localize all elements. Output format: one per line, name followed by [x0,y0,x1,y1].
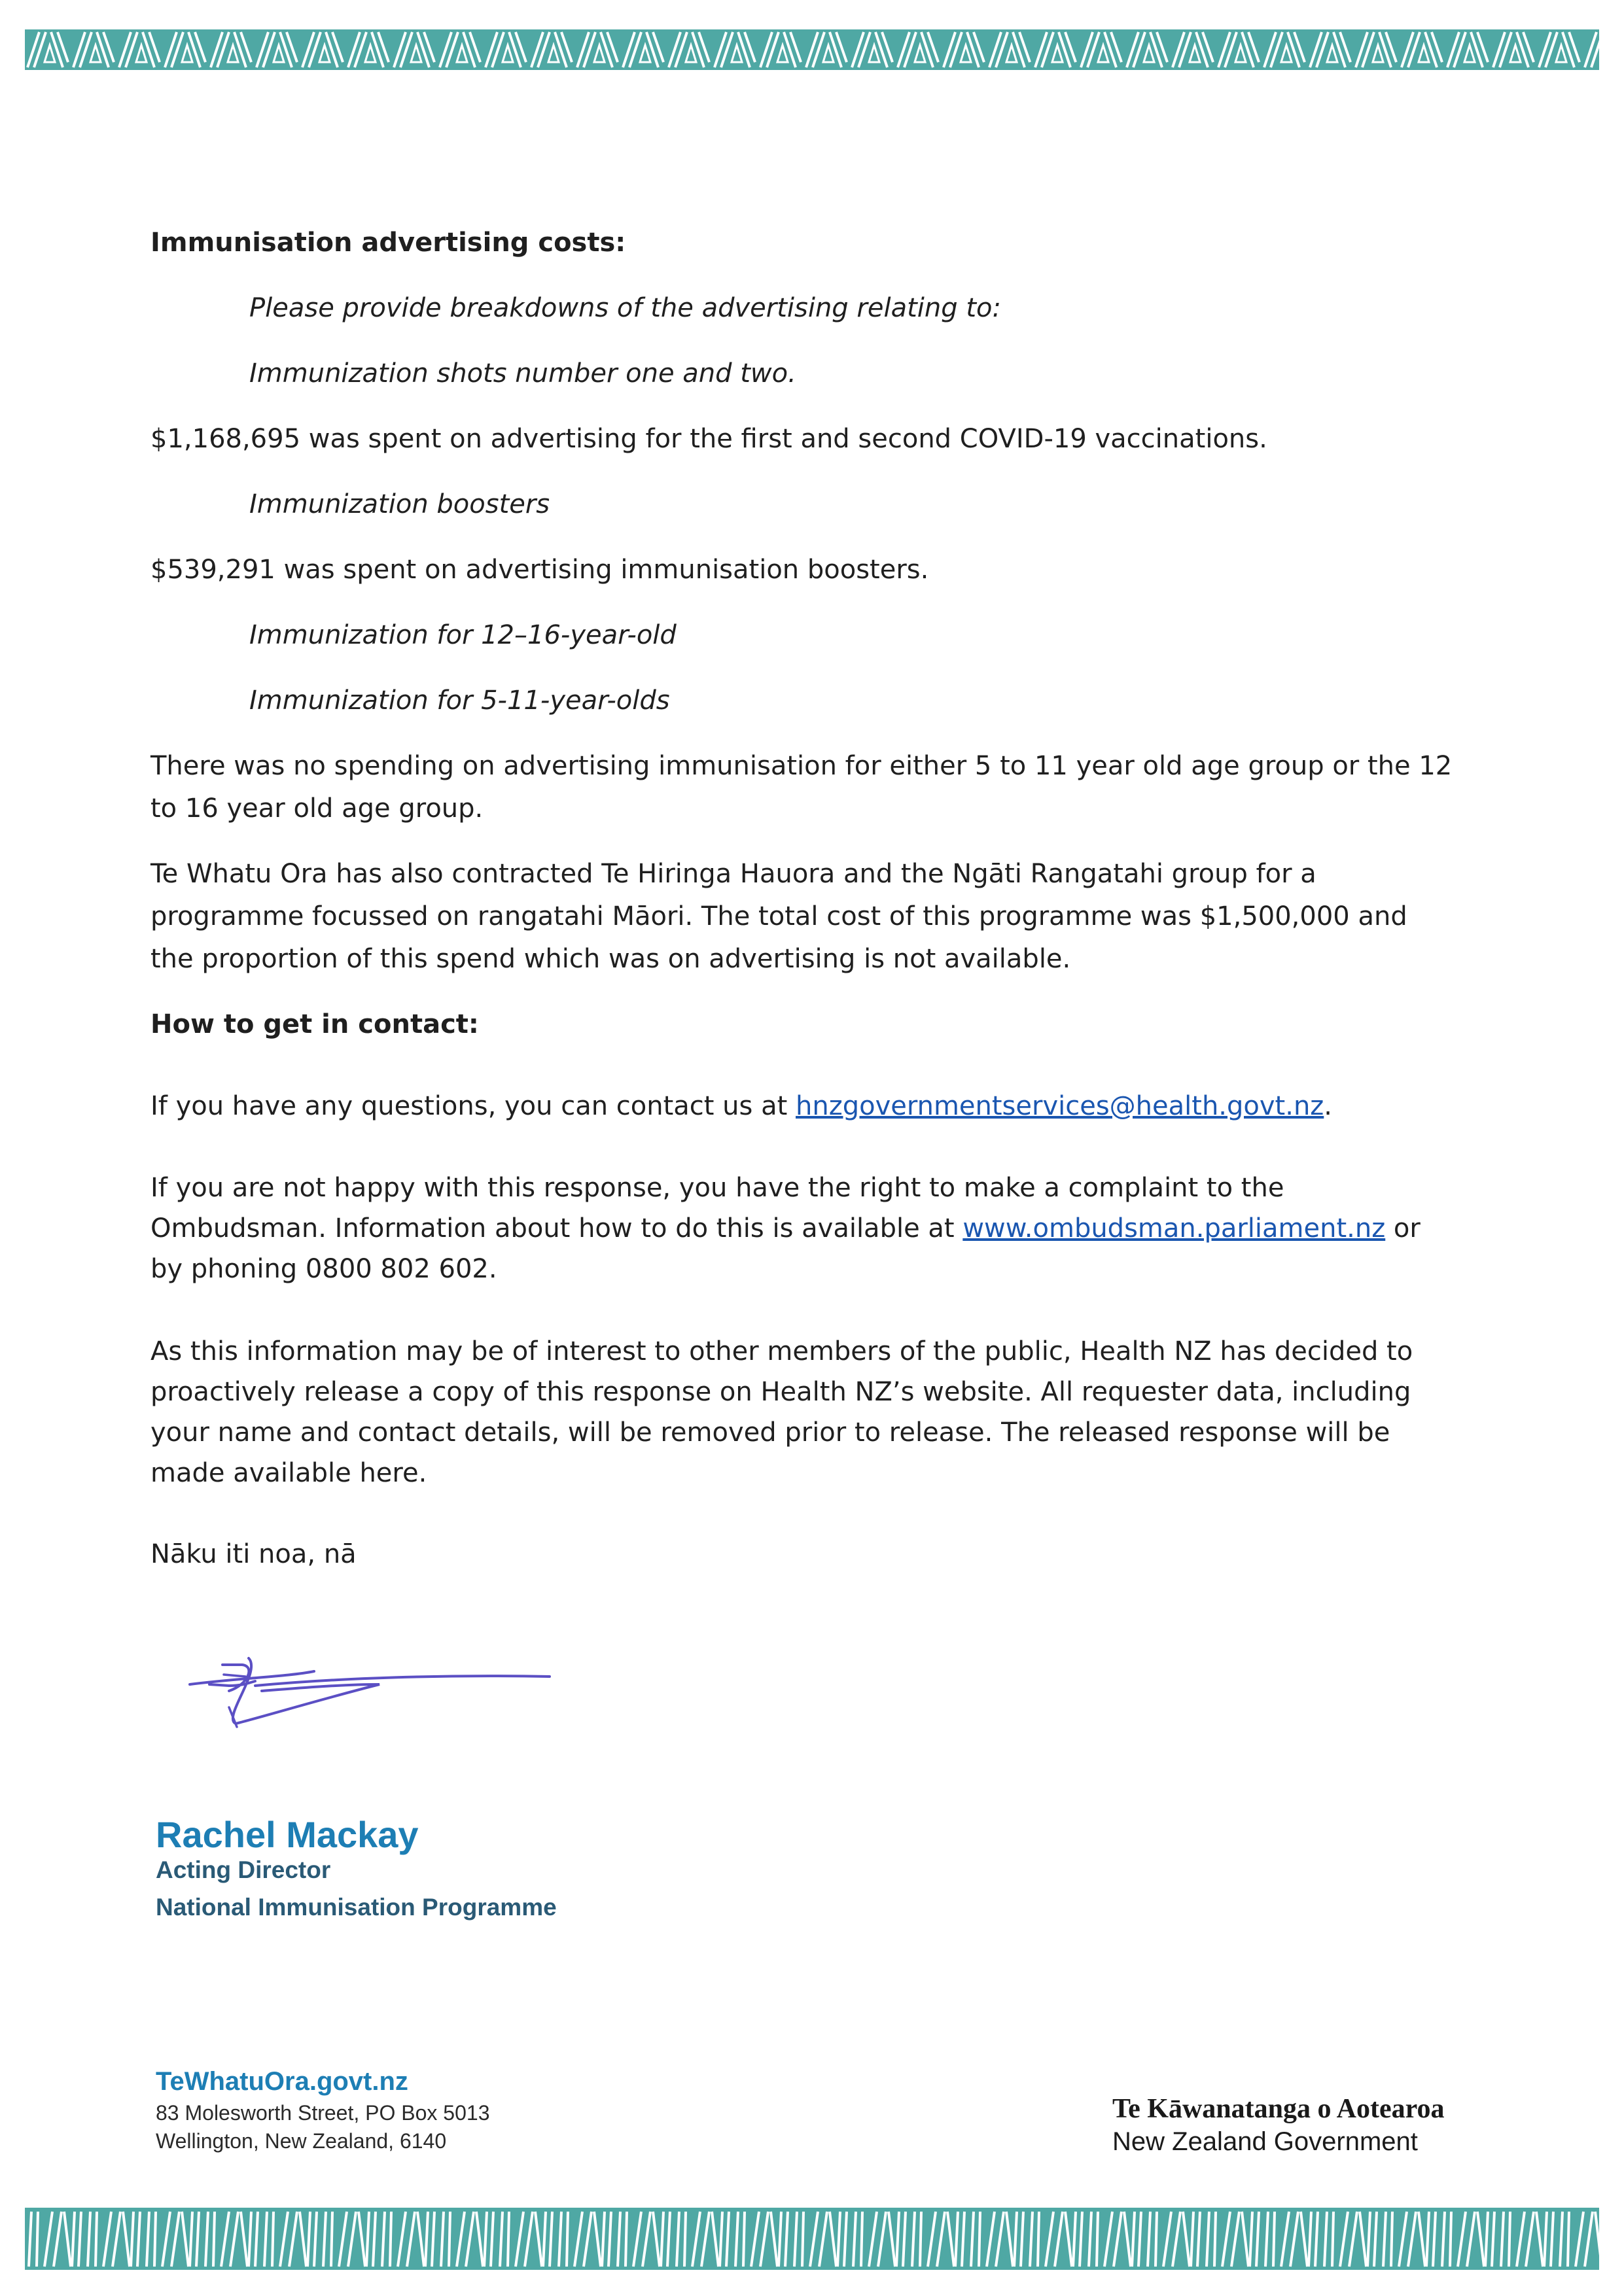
ombudsman-line3: by phoning 0800 802 602. [150,1254,497,1284]
government-logo-english: New Zealand Government [1112,2127,1418,2156]
request-breakdown: Please provide breakdowns of the advertising relating to: [249,293,1001,323]
bottom-pattern-band [25,2208,1599,2270]
ombudsman-link[interactable]: www.ombudsman.parliament.nz [962,1213,1386,1244]
request-boosters: Immunization boosters [249,489,550,519]
ombudsman-line1: If you are not happy with this response, you have the right to make a complaint to the [150,1173,1284,1203]
contact-line [150,1086,1332,1126]
ombudsman-line2 [150,1208,1421,1249]
request-shots: Immunization shots number one and two. [249,358,796,389]
government-logo-maori: Te Kāwanatanga o Aotearoa [1112,2094,1445,2124]
whatu-line1: Te Whatu Ora has also contracted Te Hiringa Hauora and the Ngāti Rangatahi group for a [150,859,1316,889]
sign-off: Nāku iti noa, nā [150,1539,357,1569]
release-line4: made available here. [150,1458,427,1488]
answer-age-line1: There was no spending on advertising immunisation for either 5 to 11 year old age group or the 12 [150,751,1453,781]
contact-suffix: . [1324,1091,1333,1121]
answer-age-line2: to 16 year old age group. [150,793,484,824]
top-pattern-band [25,29,1599,70]
ombudsman-suffix: or [1385,1213,1421,1244]
signatory-title: Acting Director [156,1856,331,1883]
footer-website[interactable]: TeWhatuOra.govt.nz [156,2067,408,2096]
heading-advertising-costs: Immunisation advertising costs: [150,228,626,258]
release-line3: your name and contact details, will be removed prior to release. The released response will be [150,1418,1390,1448]
footer-address-line2: Wellington, New Zealand, 6140 [156,2129,447,2153]
whatu-line3: the proportion of this spend which was on advertising is not available. [150,944,1071,974]
answer-boosters: $539,291 was spent on advertising immunisation boosters. [150,555,929,585]
signatory-name: Rachel Mackay [156,1814,419,1855]
contact-email-link[interactable]: hnzgovernmentservices@health.govt.nz [796,1091,1324,1121]
contact-prefix: If you have any questions, you can contact us at [150,1091,796,1121]
heading-contact: How to get in contact: [150,1009,479,1039]
ombudsman-prefix: Ombudsman. Information about how to do this is available at [150,1213,963,1244]
release-line2: proactively release a copy of this response on Health NZ’s website. All requester data, including [150,1377,1411,1407]
handwritten-signature [183,1645,563,1750]
release-line1: As this information may be of interest to other members of the public, Health NZ has decided to [150,1336,1413,1366]
request-12-16: Immunization for 12–16-year-old [249,620,677,650]
signatory-programme: National Immunisation Programme [156,1894,557,1921]
whatu-line2: programme focussed on rangatahi Māori. The total cost of this programme was $1,500,000 and [150,901,1407,931]
request-5-11: Immunization for 5-11-year-olds [249,686,670,716]
footer-address-line1: 83 Molesworth Street, PO Box 5013 [156,2101,490,2125]
answer-shots: $1,168,695 was spent on advertising for the first and second COVID-19 vaccinations. [150,424,1267,454]
